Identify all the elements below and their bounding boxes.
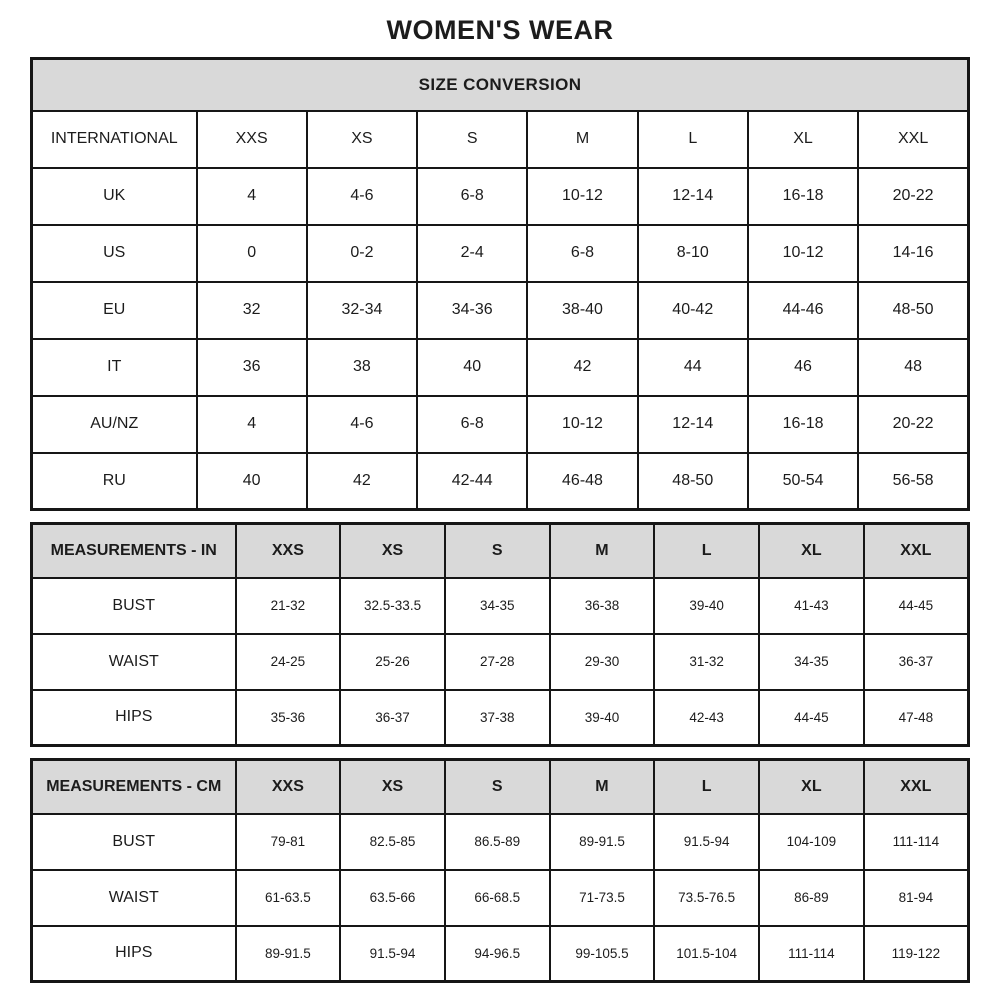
table-row [32, 282, 969, 339]
measurements-in-corner-header: MEASUREMENTS - IN [32, 524, 236, 578]
value-cell: 8-10 [638, 225, 748, 282]
value-cell: 44-45 [759, 690, 864, 746]
value-cell: 48 [858, 339, 968, 396]
row-label: EU [32, 282, 197, 339]
value-cell: 21-32 [236, 578, 341, 634]
size-column-header: L [638, 111, 748, 168]
value-cell: 34-35 [759, 634, 864, 690]
value-cell: 38-40 [527, 282, 637, 339]
value-cell: 40 [197, 453, 307, 510]
value-cell: 29-30 [550, 634, 655, 690]
value-cell: 82.5-85 [340, 814, 445, 870]
value-cell: 63.5-66 [340, 870, 445, 926]
value-cell: 104-109 [759, 814, 864, 870]
size-column-header: M [527, 111, 637, 168]
size-column-header: XXL [858, 111, 968, 168]
table-row [32, 926, 969, 982]
value-cell: 111-114 [864, 814, 969, 870]
value-cell: 34-36 [417, 282, 527, 339]
value-cell: 36-38 [550, 578, 655, 634]
row-label: IT [32, 339, 197, 396]
size-column-header: XXL [864, 760, 969, 814]
row-label: HIPS [32, 690, 236, 746]
value-cell: 36-37 [864, 634, 969, 690]
value-cell: 36-37 [340, 690, 445, 746]
table-row [32, 690, 969, 746]
row-label: WAIST [32, 634, 236, 690]
row-label: BUST [32, 578, 236, 634]
size-conversion-banner: SIZE CONVERSION [32, 59, 969, 111]
tables-container [30, 57, 970, 983]
value-cell: 89-91.5 [236, 926, 341, 982]
value-cell: 71-73.5 [550, 870, 655, 926]
value-cell: 14-16 [858, 225, 968, 282]
value-cell: 24-25 [236, 634, 341, 690]
value-cell: 6-8 [417, 396, 527, 453]
value-cell: 4-6 [307, 396, 417, 453]
value-cell: 61-63.5 [236, 870, 341, 926]
value-cell: 101.5-104 [654, 926, 759, 982]
row-label: BUST [32, 814, 236, 870]
size-column-header: M [550, 524, 655, 578]
value-cell: 6-8 [527, 225, 637, 282]
value-cell: 42-44 [417, 453, 527, 510]
value-cell: 32-34 [307, 282, 417, 339]
table-row [32, 870, 969, 926]
value-cell: 86-89 [759, 870, 864, 926]
value-cell: 38 [307, 339, 417, 396]
size-column-header: XL [759, 524, 864, 578]
value-cell: 73.5-76.5 [654, 870, 759, 926]
value-cell: 48-50 [638, 453, 748, 510]
value-cell: 79-81 [236, 814, 341, 870]
value-cell: 81-94 [864, 870, 969, 926]
measurements-cm-corner-header: MEASUREMENTS - CM [32, 760, 236, 814]
size-column-header: XXS [236, 760, 341, 814]
value-cell: 94-96.5 [445, 926, 550, 982]
value-cell: 66-68.5 [445, 870, 550, 926]
table-row [32, 453, 969, 510]
size-conversion-header-row [32, 111, 969, 168]
value-cell: 44-45 [864, 578, 969, 634]
value-cell: 39-40 [654, 578, 759, 634]
size-column-header: S [445, 524, 550, 578]
value-cell: 48-50 [858, 282, 968, 339]
size-column-header: M [550, 760, 655, 814]
size-conversion-corner-header: INTERNATIONAL [32, 111, 197, 168]
value-cell: 91.5-94 [340, 926, 445, 982]
size-column-header: L [654, 760, 759, 814]
value-cell: 40 [417, 339, 527, 396]
size-column-header: XS [340, 524, 445, 578]
value-cell: 12-14 [638, 396, 748, 453]
value-cell: 10-12 [527, 396, 637, 453]
size-column-header: S [417, 111, 527, 168]
measurements-cm-header-row [32, 760, 969, 814]
measurements-cm-table [30, 758, 970, 983]
value-cell: 111-114 [759, 926, 864, 982]
size-column-header: XXS [197, 111, 307, 168]
table-row [32, 339, 969, 396]
value-cell: 4 [197, 396, 307, 453]
value-cell: 41-43 [759, 578, 864, 634]
value-cell: 89-91.5 [550, 814, 655, 870]
value-cell: 2-4 [417, 225, 527, 282]
value-cell: 50-54 [748, 453, 858, 510]
row-label: US [32, 225, 197, 282]
value-cell: 36 [197, 339, 307, 396]
value-cell: 46 [748, 339, 858, 396]
size-column-header: XL [748, 111, 858, 168]
value-cell: 6-8 [417, 168, 527, 225]
value-cell: 56-58 [858, 453, 968, 510]
value-cell: 39-40 [550, 690, 655, 746]
row-label: HIPS [32, 926, 236, 982]
value-cell: 35-36 [236, 690, 341, 746]
value-cell: 16-18 [748, 396, 858, 453]
row-label: RU [32, 453, 197, 510]
measurements-in-header-row [32, 524, 969, 578]
value-cell: 20-22 [858, 396, 968, 453]
measurements-in-table [30, 522, 970, 747]
value-cell: 42 [527, 339, 637, 396]
value-cell: 10-12 [748, 225, 858, 282]
value-cell: 32 [197, 282, 307, 339]
value-cell: 20-22 [858, 168, 968, 225]
row-label: UK [32, 168, 197, 225]
table-row [32, 578, 969, 634]
value-cell: 4-6 [307, 168, 417, 225]
row-label: WAIST [32, 870, 236, 926]
value-cell: 10-12 [527, 168, 637, 225]
value-cell: 31-32 [654, 634, 759, 690]
size-column-header: XS [307, 111, 417, 168]
row-label: AU/NZ [32, 396, 197, 453]
value-cell: 44 [638, 339, 748, 396]
value-cell: 42 [307, 453, 417, 510]
value-cell: 16-18 [748, 168, 858, 225]
value-cell: 0-2 [307, 225, 417, 282]
value-cell: 27-28 [445, 634, 550, 690]
value-cell: 25-26 [340, 634, 445, 690]
table-row [32, 225, 969, 282]
value-cell: 4 [197, 168, 307, 225]
value-cell: 32.5-33.5 [340, 578, 445, 634]
size-column-header: XS [340, 760, 445, 814]
value-cell: 12-14 [638, 168, 748, 225]
value-cell: 47-48 [864, 690, 969, 746]
size-conversion-table [30, 57, 970, 511]
table-row [32, 396, 969, 453]
value-cell: 34-35 [445, 578, 550, 634]
size-conversion-banner-row [32, 59, 969, 111]
value-cell: 99-105.5 [550, 926, 655, 982]
value-cell: 0 [197, 225, 307, 282]
value-cell: 42-43 [654, 690, 759, 746]
size-column-header: XXL [864, 524, 969, 578]
value-cell: 119-122 [864, 926, 969, 982]
value-cell: 86.5-89 [445, 814, 550, 870]
value-cell: 46-48 [527, 453, 637, 510]
value-cell: 44-46 [748, 282, 858, 339]
table-row [32, 814, 969, 870]
size-column-header: L [654, 524, 759, 578]
value-cell: 37-38 [445, 690, 550, 746]
size-column-header: XXS [236, 524, 341, 578]
value-cell: 91.5-94 [654, 814, 759, 870]
table-row [32, 168, 969, 225]
table-row [32, 634, 969, 690]
size-column-header: S [445, 760, 550, 814]
page-title: WOMEN'S WEAR [386, 15, 614, 45]
size-column-header: XL [759, 760, 864, 814]
value-cell: 40-42 [638, 282, 748, 339]
